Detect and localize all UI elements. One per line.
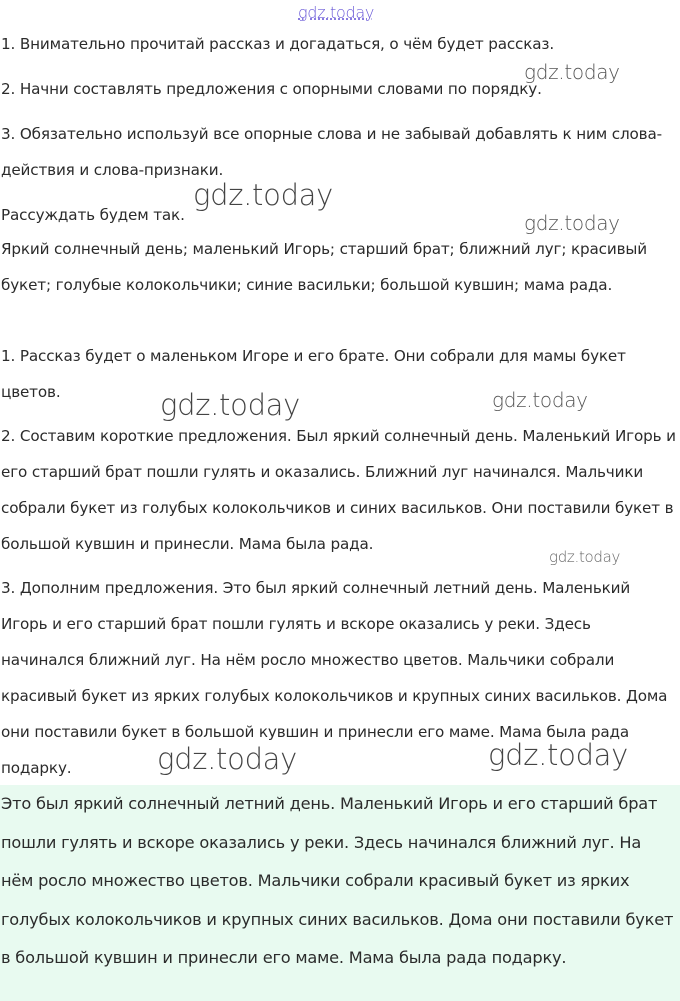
- keywords-text: Яркий солнечный день; маленький Игорь; старший брат; ближний луг; красивый букет; голубые колокольчики; синие васильки; большой кувшин; мама рада.: [1, 240, 647, 294]
- instruction-step-2: 2. Начни составлять предложения с опорными словами по порядку.: [1, 80, 542, 98]
- watermark: gdz.today: [193, 178, 334, 212]
- watermark: gdz.today: [549, 548, 621, 566]
- final-answer-text: Это был яркий солнечный летний день. Маленький Игорь и его старший брат пошли гулять и вскоре оказались у реки. Здесь начинался ближний луг. На нём росло множество цветов. Мальчики собрали красивый букет из ярких голубых колокольчиков и крупных синих васильков. Дома они поставили букет в большой кувшин и принесли его маме. Мама была рада подарку.: [1, 794, 674, 967]
- final-answer-block: [0, 785, 680, 1001]
- site-watermark-link[interactable]: gdz.today: [298, 3, 375, 22]
- watermark: gdz.today: [524, 211, 620, 235]
- instruction-step-3: 3. Обязательно используй все опорные слова и не забывай добавлять к ним слова-действия и слова-признаки.: [1, 125, 662, 179]
- instruction-step-1: 1. Внимательно прочитай рассказ и догадаться, о чём будет рассказ.: [1, 35, 555, 53]
- analysis-step-1: 1. Рассказ будет о маленьком Игоре и его брате. Они собрали для мамы букет цветов.: [1, 347, 626, 401]
- watermark: gdz.today: [488, 738, 629, 772]
- watermark: gdz.today: [160, 388, 301, 422]
- analysis-step-2: 2. Составим короткие предложения. Был яркий солнечный день. Маленький Игорь и его старший брат пошли гулять и оказались. Ближний луг начинался. Мальчики собрали букет из голубых колокольчиков и синих васильков. Они поставили букет в большой кувшин и принесли. Мама была рада.: [1, 427, 676, 553]
- watermark: gdz.today: [492, 388, 588, 412]
- reasoning-intro: Рассуждать будем так.: [1, 206, 185, 224]
- watermark: gdz.today: [157, 742, 298, 776]
- watermark: gdz.today: [524, 60, 620, 84]
- analysis-step-3: 3. Дополним предложения. Это был яркий солнечный летний день. Маленький Игорь и его старший брат пошли гулять и вскоре оказались у реки. Здесь начинался ближний луг. На нём росло множество цветов. Мальчики собрали красивый букет из ярких голубых колокольчиков и крупных синих васильков. Дома они поставили букет в большой кувшин и принесли его маме. Мама была рада подарку.: [1, 579, 668, 777]
